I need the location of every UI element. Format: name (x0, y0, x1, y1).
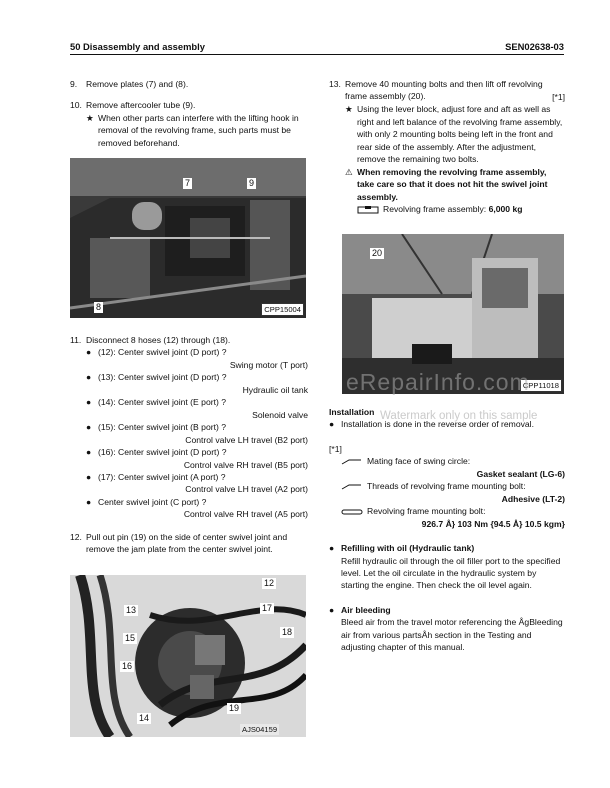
step-9 (70, 78, 308, 90)
hose-from: (13): Center swivel joint (D port) ? (98, 372, 227, 383)
hook-weight-icon (357, 206, 379, 214)
bullet-text: Installation is done in the reverse order of removal. (341, 419, 534, 430)
warning-text: When removing the revolving frame assembly, take care so that it does not hit the swivel joint assembly. (357, 166, 548, 202)
hose-list (86, 346, 308, 520)
section-title: 50 Disassembly and assembly (70, 41, 205, 52)
callout-19: 19 (229, 703, 240, 713)
step-number: 9. (70, 79, 78, 89)
hose-to: Control valve RH travel (A5 port) (183, 509, 308, 520)
callout-14: 14 (139, 713, 150, 723)
step-12 (70, 531, 308, 556)
step-text: Disconnect 8 hoses (12) through (18). (86, 335, 231, 345)
item-label-line (341, 455, 565, 467)
installation-items (329, 455, 565, 530)
bullet-icon: ● (86, 447, 92, 458)
callout-17: 17 (262, 603, 273, 613)
page-header (70, 38, 564, 55)
installation-section (329, 406, 565, 654)
bullet-icon: ● (86, 397, 92, 408)
bullet-icon: ● (86, 372, 92, 383)
hose-to: Control valve LH travel (A2 port) (185, 484, 308, 495)
left-column-lower (70, 334, 308, 562)
callout-18: 18 (282, 627, 293, 637)
weight-label: Revolving frame assembly: (383, 203, 487, 214)
photo-engine-area (70, 158, 306, 318)
step-11 (70, 334, 308, 521)
item-label-line (341, 480, 565, 492)
item-value: Gasket sealant (LG-6) (476, 468, 565, 479)
step-number: 13. (329, 79, 341, 89)
sealant-tube-icon (341, 483, 363, 491)
hose-item (86, 471, 308, 496)
callout-20: 20 (372, 248, 383, 258)
bullet-icon: ● (86, 422, 92, 433)
hose-item (86, 396, 308, 421)
bullet-icon: ● (329, 419, 335, 430)
hose-from: Center swivel joint (C port) ? (98, 496, 207, 507)
star-icon: ★ (86, 112, 94, 123)
watermark-logo: eRepairInfo.com (346, 369, 530, 395)
step-text: Remove 40 mounting bolts and then lift off revolving frame assembly (20). (345, 79, 543, 102)
air-bleed-block (329, 604, 565, 654)
hose-from: (15): Center swivel joint (B port) ? (98, 422, 226, 433)
installation-item (329, 480, 565, 505)
bullet-icon: ● (86, 471, 92, 482)
document-id: SEN02638-03 (505, 41, 564, 52)
callout-8: 8 (96, 302, 102, 312)
watermark-text: Watermark only on this sample (380, 410, 538, 422)
air-bleed-text: Bleed air from the travel motor referencing the ÅgBleeding air from various partsÅh section in the Testing and adjusting chapter of this manual. (341, 617, 563, 653)
step-text: Remove plates (7) and (8). (86, 79, 189, 89)
star-icon: ★ (345, 104, 353, 115)
step-number: 10. (70, 100, 82, 111)
step-number: 12. (70, 531, 82, 542)
installation-title: Installation (329, 407, 375, 417)
photo-id-label: AJS04159 (242, 725, 278, 734)
refill-title: Refilling with oil (Hydraulic tank) (341, 543, 475, 554)
installation-bullet (329, 418, 565, 430)
callout-12: 12 (264, 578, 275, 588)
bullet-icon: ● (329, 543, 335, 554)
callout-7: 7 (185, 178, 191, 188)
item-label: Threads of revolving frame mounting bolt: (367, 481, 526, 492)
callout-13: 13 (126, 605, 137, 615)
bullet-icon: ● (86, 347, 92, 358)
warning-note (345, 166, 565, 203)
note-text: When other parts can interfere with the lifting hook in removal of the revolving frame, such parts must be removed beforehand. (98, 112, 299, 148)
step-13 (329, 78, 565, 215)
item-label-line (341, 505, 565, 517)
installation-item (329, 455, 565, 480)
hose-from: (17): Center swivel joint (A port) ? (98, 471, 226, 482)
refill-text: Refill hydraulic oil through the oil filler port to the specified level. Let the oil circulate in the hydraulic system by starting the engine. Then check the oil level again. (341, 555, 561, 591)
step-note (345, 103, 565, 165)
step-note (86, 112, 308, 149)
hose-to: Solenoid valve (252, 409, 308, 420)
weight-line (345, 203, 565, 215)
air-bleed-title: Air bleeding (341, 604, 391, 615)
hose-item (86, 496, 308, 521)
item-value: 926.7 Å} 103 Nm {94.5 Å} 10.5 kgm} (421, 518, 565, 529)
hose-item (86, 346, 308, 371)
step-text: Pull out pin (19) on the side of center swivel joint and remove the jam plate from the center swivel joint. (86, 531, 288, 555)
item-label: Mating face of swing circle: (367, 456, 471, 467)
photo-id-label: CPP11018 (520, 379, 562, 392)
photo-swivel-joint (70, 575, 306, 737)
hose-to: Hydraulic oil tank (242, 384, 308, 395)
hose-to: Control valve RH travel (B5 port) (183, 459, 308, 470)
callout-9: 9 (249, 178, 255, 188)
hose-item (86, 446, 308, 471)
hose-item (86, 371, 308, 396)
callout-16: 16 (122, 661, 133, 671)
callout-15: 15 (125, 633, 136, 643)
hose-from: (12): Center swivel joint (D port) ? (98, 347, 227, 358)
hose-from: (14): Center swivel joint (E port) ? (98, 397, 226, 408)
wrench-icon (341, 508, 363, 516)
hose-to: Swing motor (T port) (229, 359, 308, 370)
reference-mark: [*1] (329, 443, 342, 454)
step-text: Remove aftercooler tube (9). (86, 100, 196, 111)
refill-block (329, 542, 565, 592)
photo-id-label: CPP15004 (261, 303, 304, 316)
weight-value: 6,000 kg (488, 203, 523, 214)
left-column (70, 78, 308, 155)
item-label: Revolving frame mounting bolt: (367, 506, 486, 517)
hose-from: (16): Center swivel joint (D port) ? (98, 447, 227, 458)
warning-triangle-icon: ⚠ (345, 166, 353, 177)
reference-mark: [*1] (552, 91, 565, 102)
right-column (329, 78, 565, 221)
step-10 (70, 99, 308, 149)
item-value: Adhesive (LT-2) (501, 493, 565, 504)
bullet-icon: ● (86, 496, 92, 507)
sealant-tube-icon (341, 458, 363, 466)
step-number: 11. (70, 335, 82, 345)
swivel-joint-illustration (70, 575, 306, 737)
installation-item (329, 505, 565, 530)
hose-to: Control valve LH travel (B2 port) (185, 434, 308, 445)
hose-item (86, 421, 308, 446)
bullet-icon: ● (329, 604, 335, 615)
note-text: Using the lever block, adjust fore and aft as well as right and left balance of the revolving frame assembly, with only 2 mounting bolts being left in the front and rear side of the assembly. After the adjustment, remove the remaining two bolts. (357, 104, 563, 165)
